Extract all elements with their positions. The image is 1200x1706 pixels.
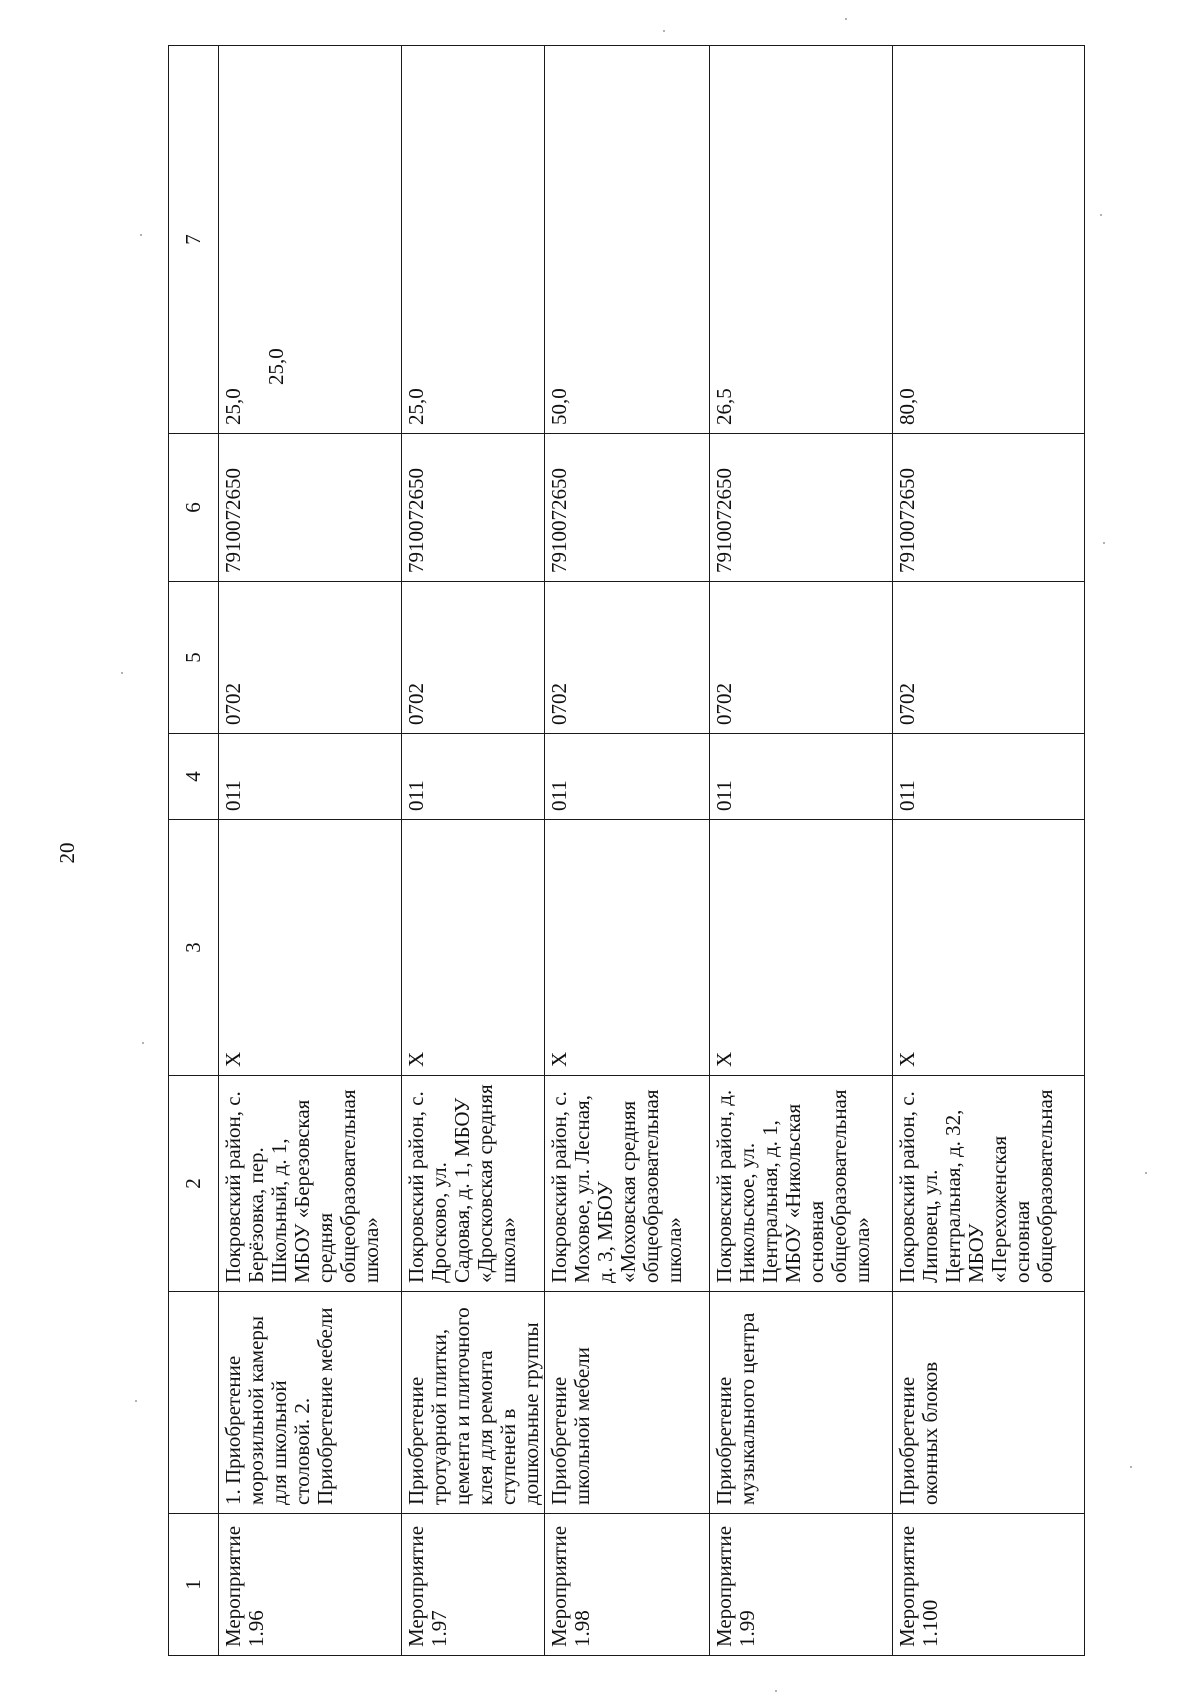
activity-cell: Мероприятие 1.96 <box>219 1514 402 1656</box>
mark-cell: X <box>893 820 1085 1076</box>
amount-second-value: 25,0 <box>264 348 288 385</box>
amount-cell: 25,0 <box>402 46 545 434</box>
section-code-cell: 0702 <box>893 582 1085 734</box>
grbs-code-cell: 011 <box>219 734 402 820</box>
scan-speck <box>140 234 142 236</box>
activity-cell: Мероприятие 1.97 <box>402 1514 545 1656</box>
grbs-code-cell: 011 <box>402 734 545 820</box>
amount-cell: 80,0 <box>893 46 1085 434</box>
scan-speck <box>663 30 665 32</box>
section-code-cell: 0702 <box>219 582 402 734</box>
address-cell: Покровский район, с. Липовец, ул. Центральная, д. 32, МБОУ «Перехоженская основная общеобразовательная <box>893 1076 1085 1292</box>
activity-cell: Мероприятие 1.100 <box>893 1514 1085 1656</box>
header-cell-blank <box>169 1292 219 1514</box>
scan-speck <box>1145 1172 1147 1174</box>
mark-cell: X <box>545 820 710 1076</box>
header-cell-1: 1 <box>169 1514 219 1656</box>
target-code-cell: 7910072650 <box>402 434 545 582</box>
table-row <box>545 46 710 1656</box>
header-cell-3: 3 <box>169 820 219 1076</box>
description-cell: Приобретение школьной мебели <box>545 1292 710 1514</box>
mark-cell: X <box>402 820 545 1076</box>
table-row <box>710 46 893 1656</box>
scan-speck <box>1130 1466 1132 1468</box>
activities-table <box>168 45 1085 1656</box>
scan-speck <box>1103 542 1105 544</box>
header-cell-4: 4 <box>169 734 219 820</box>
rotated-table-wrapper <box>168 46 1084 1656</box>
section-code-cell: 0702 <box>710 582 893 734</box>
header-row <box>169 46 219 1656</box>
scan-speck <box>135 1400 137 1402</box>
activity-cell: Мероприятие 1.99 <box>710 1514 893 1656</box>
grbs-code-cell: 011 <box>893 734 1085 820</box>
section-code-cell: 0702 <box>402 582 545 734</box>
amount-cell: 26,5 <box>710 46 893 434</box>
target-code-cell: 7910072650 <box>710 434 893 582</box>
target-code-cell: 7910072650 <box>893 434 1085 582</box>
address-cell: Покровский район, д. Никольское, ул. Центральная, д. 1, МБОУ «Никольская основная общеобразовательная школа» <box>710 1076 893 1292</box>
description-cell: 1. Приобретение морозильной камеры для школьной столовой. 2. Приобретение мебели <box>219 1292 402 1514</box>
scan-speck <box>121 672 123 674</box>
section-code-cell: 0702 <box>545 582 710 734</box>
table-row <box>402 46 545 1656</box>
mark-cell: X <box>219 820 402 1076</box>
scan-speck <box>845 18 847 20</box>
page-number: 20 <box>55 842 79 864</box>
activity-cell: Мероприятие 1.98 <box>545 1514 710 1656</box>
header-cell-2: 2 <box>169 1076 219 1292</box>
header-cell-7: 7 <box>169 46 219 434</box>
amount-cell: 50,0 <box>545 46 710 434</box>
address-cell: Покровский район, с. Берёзовка, пер. Школьный, д. 1, МБОУ «Березовская средняя общеобразовательная школа» <box>219 1076 402 1292</box>
scan-speck <box>775 1690 777 1692</box>
grbs-code-cell: 011 <box>710 734 893 820</box>
header-cell-6: 6 <box>169 434 219 582</box>
target-code-cell: 7910072650 <box>219 434 402 582</box>
description-cell: Приобретение тротуарной плитки, цемента и плиточного клея для ремонта ступеней в дошкольные группы <box>402 1292 545 1514</box>
target-code-cell: 7910072650 <box>545 434 710 582</box>
scan-speck <box>142 1042 144 1044</box>
scan-speck <box>1100 214 1102 216</box>
address-cell: Покровский район, с. Моховое, ул. Лесная, д. 3, МБОУ «Моховская средняя общеобразовательная школа» <box>545 1076 710 1292</box>
table-row <box>893 46 1085 1656</box>
description-cell: Приобретение оконных блоков <box>893 1292 1085 1514</box>
mark-cell: X <box>710 820 893 1076</box>
address-cell: Покровский район, с. Дросково, ул. Садовая, д. 1, МБОУ «Дросковская средняя школа» <box>402 1076 545 1292</box>
amount-value: 25,0 <box>221 388 245 425</box>
table-row <box>219 46 402 1656</box>
amount-cell <box>219 46 402 434</box>
description-cell: Приобретение музыкального центра <box>710 1292 893 1514</box>
grbs-code-cell: 011 <box>545 734 710 820</box>
header-cell-5: 5 <box>169 582 219 734</box>
